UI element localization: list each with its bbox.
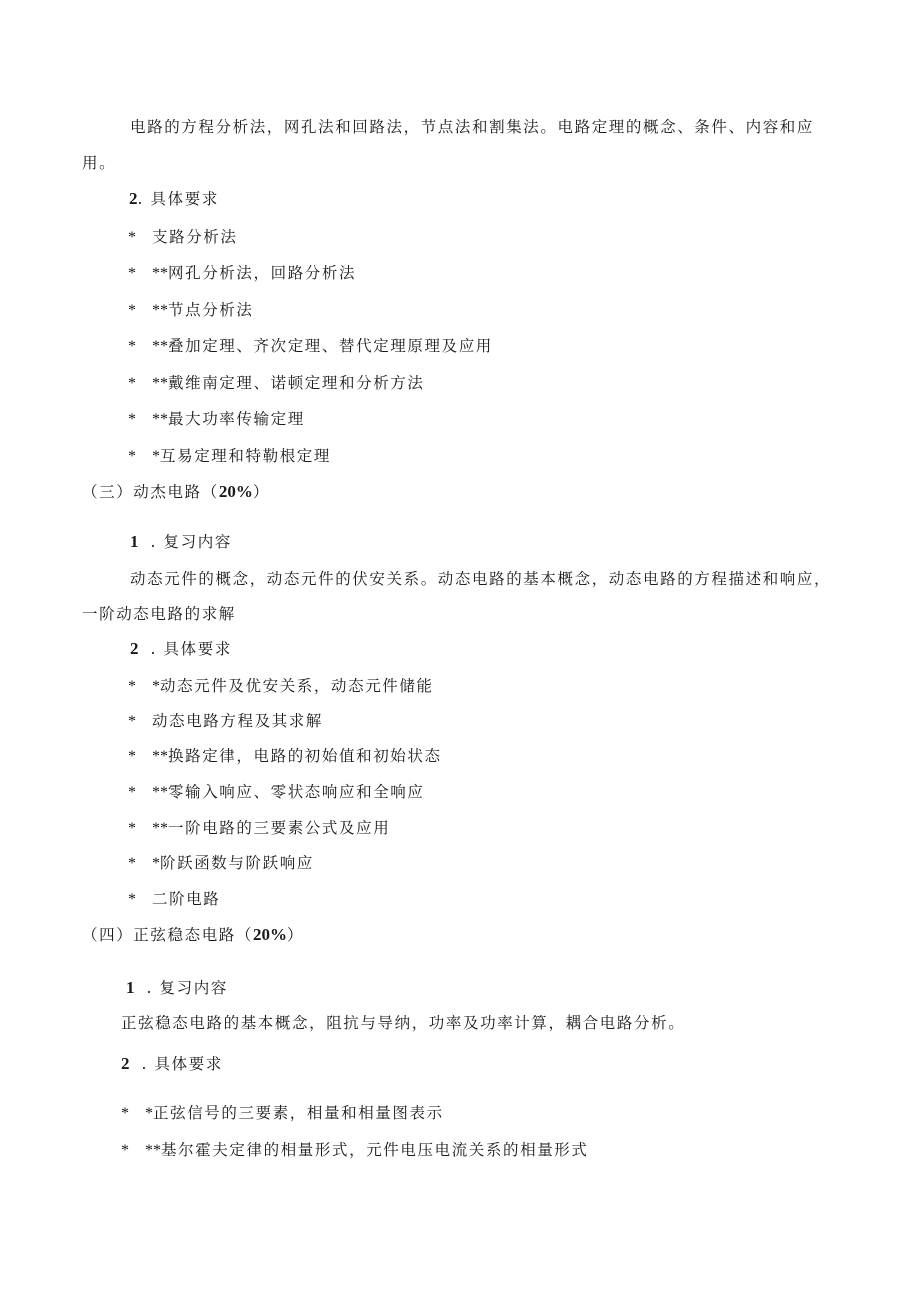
list-item (128, 300, 254, 321)
list-item (121, 1103, 444, 1124)
bullet-asterisk: * (128, 448, 136, 465)
sec4-review-label: . 复习内容 (146, 979, 228, 997)
list-item-text: 互易定理和特勒根定理 (160, 447, 332, 465)
bullet-asterisk: * (128, 411, 136, 428)
list-item-text: 正弦信号的三要素，相量和相量图表示 (153, 1104, 444, 1122)
sec2-requirements-label: . 具体要求 (137, 190, 219, 208)
list-item (128, 818, 390, 839)
importance-marks: ** (152, 820, 168, 837)
importance-marks: ** (152, 302, 168, 319)
list-item (128, 889, 220, 910)
sec4-requirements-heading (121, 1054, 223, 1074)
bullet-asterisk: * (128, 891, 136, 908)
bullet-asterisk: * (128, 855, 136, 872)
section-3-heading (82, 482, 270, 502)
importance-marks: ** (152, 338, 168, 355)
list-item (128, 227, 238, 248)
bullet-asterisk: * (121, 1105, 129, 1122)
sec3-review-heading (130, 532, 232, 552)
sec3-review-number: 1 (130, 532, 139, 551)
sec4-review-number: 1 (126, 978, 135, 997)
bullet-asterisk: * (128, 375, 136, 392)
list-item-text: 二阶电路 (152, 890, 221, 908)
list-item-text: 支路分析法 (152, 228, 238, 246)
list-item-text: 动态元件及优安关系，动态元件储能 (160, 677, 434, 695)
bullet-asterisk: * (121, 1142, 129, 1159)
list-item-text: 阶跃函数与阶跃响应 (160, 854, 314, 872)
importance-marks: * (152, 678, 160, 695)
sec3-review-label: . 复习内容 (150, 533, 232, 551)
bullet-asterisk: * (128, 678, 136, 695)
importance-marks: ** (152, 265, 168, 282)
paragraph-methods-line1: 电路的方程分析法，网孔法和回路法，节点法和割集法。电路定理的概念、条件、内容和应 (130, 118, 815, 136)
importance-marks: * (152, 855, 160, 872)
sec4-review-text: 正弦稳态电路的基本概念，阻抗与导纳，功率及功率计算，耦合电路分析。 (121, 1014, 686, 1032)
list-item-text: 动态电路方程及其求解 (152, 712, 324, 730)
bullet-asterisk: * (128, 748, 136, 765)
list-item (128, 711, 323, 732)
section-4-heading-close: ） (287, 926, 305, 944)
sec3-review-text-line2: 一阶动态电路的求解 (82, 605, 236, 623)
list-item-text: 一阶电路的三要素公式及应用 (168, 819, 391, 837)
list-item (128, 676, 434, 697)
bullet-asterisk: * (128, 229, 136, 246)
importance-marks: * (145, 1105, 153, 1122)
bullet-asterisk: * (128, 784, 136, 801)
sec4-review-heading (126, 978, 228, 998)
importance-marks: ** (145, 1142, 161, 1159)
sec2-requirements-heading (129, 189, 219, 209)
list-item (121, 1140, 589, 1161)
bullet-asterisk: * (128, 713, 136, 730)
importance-marks: ** (152, 784, 168, 801)
sec3-requirements-number: 2 (130, 639, 139, 658)
list-item-text: 基尔霍夫定律的相量形式，元件电压电流关系的相量形式 (161, 1141, 589, 1159)
list-item-text: 换路定律，电路的初始值和初始状态 (168, 747, 442, 765)
section-3-heading-close: ） (252, 483, 270, 501)
section-4-weight: 20% (253, 925, 288, 944)
list-item-text: 网孔分析法，回路分析法 (168, 264, 357, 282)
sec3-requirements-label: . 具体要求 (150, 640, 232, 658)
sec4-requirements-number: 2 (121, 1054, 130, 1073)
section-3-weight: 20% (218, 482, 253, 501)
importance-marks: * (152, 448, 160, 465)
section-4-heading-text: （四）正弦稳态电路（ (82, 926, 254, 944)
list-item (128, 446, 331, 467)
importance-marks: ** (152, 748, 168, 765)
sec3-review-text-line1: 动态元件的概念，动态元件的伏安关系。动态电路的基本概念，动态电路的方程描述和响应， (130, 570, 832, 588)
bullet-asterisk: * (128, 302, 136, 319)
list-item (128, 409, 305, 430)
list-item (128, 373, 425, 394)
bullet-asterisk: * (128, 338, 136, 355)
paragraph-methods-line2: 用。 (82, 154, 117, 172)
importance-marks: ** (152, 411, 168, 428)
list-item (128, 746, 442, 767)
list-item-text: 节点分析法 (168, 301, 254, 319)
sec2-requirements-number: 2 (129, 189, 138, 208)
list-item-text: 最大功率传输定理 (168, 410, 305, 428)
list-item (128, 782, 425, 803)
list-item-text: 戴维南定理、诺顿定理和分析方法 (168, 374, 425, 392)
sec4-requirements-label: . 具体要求 (141, 1055, 223, 1073)
bullet-asterisk: * (128, 265, 136, 282)
sec3-requirements-heading (130, 639, 232, 659)
list-item-text: 叠加定理、齐次定理、替代定理原理及应用 (168, 337, 493, 355)
bullet-asterisk: * (128, 820, 136, 837)
list-item-text: 零输入响应、零状态响应和全响应 (168, 783, 425, 801)
list-item (128, 853, 314, 874)
importance-marks: ** (152, 375, 168, 392)
list-item (128, 336, 493, 357)
section-4-heading (82, 925, 304, 945)
list-item (128, 263, 356, 284)
section-3-heading-text: （三）动杰电路（ (82, 483, 219, 501)
